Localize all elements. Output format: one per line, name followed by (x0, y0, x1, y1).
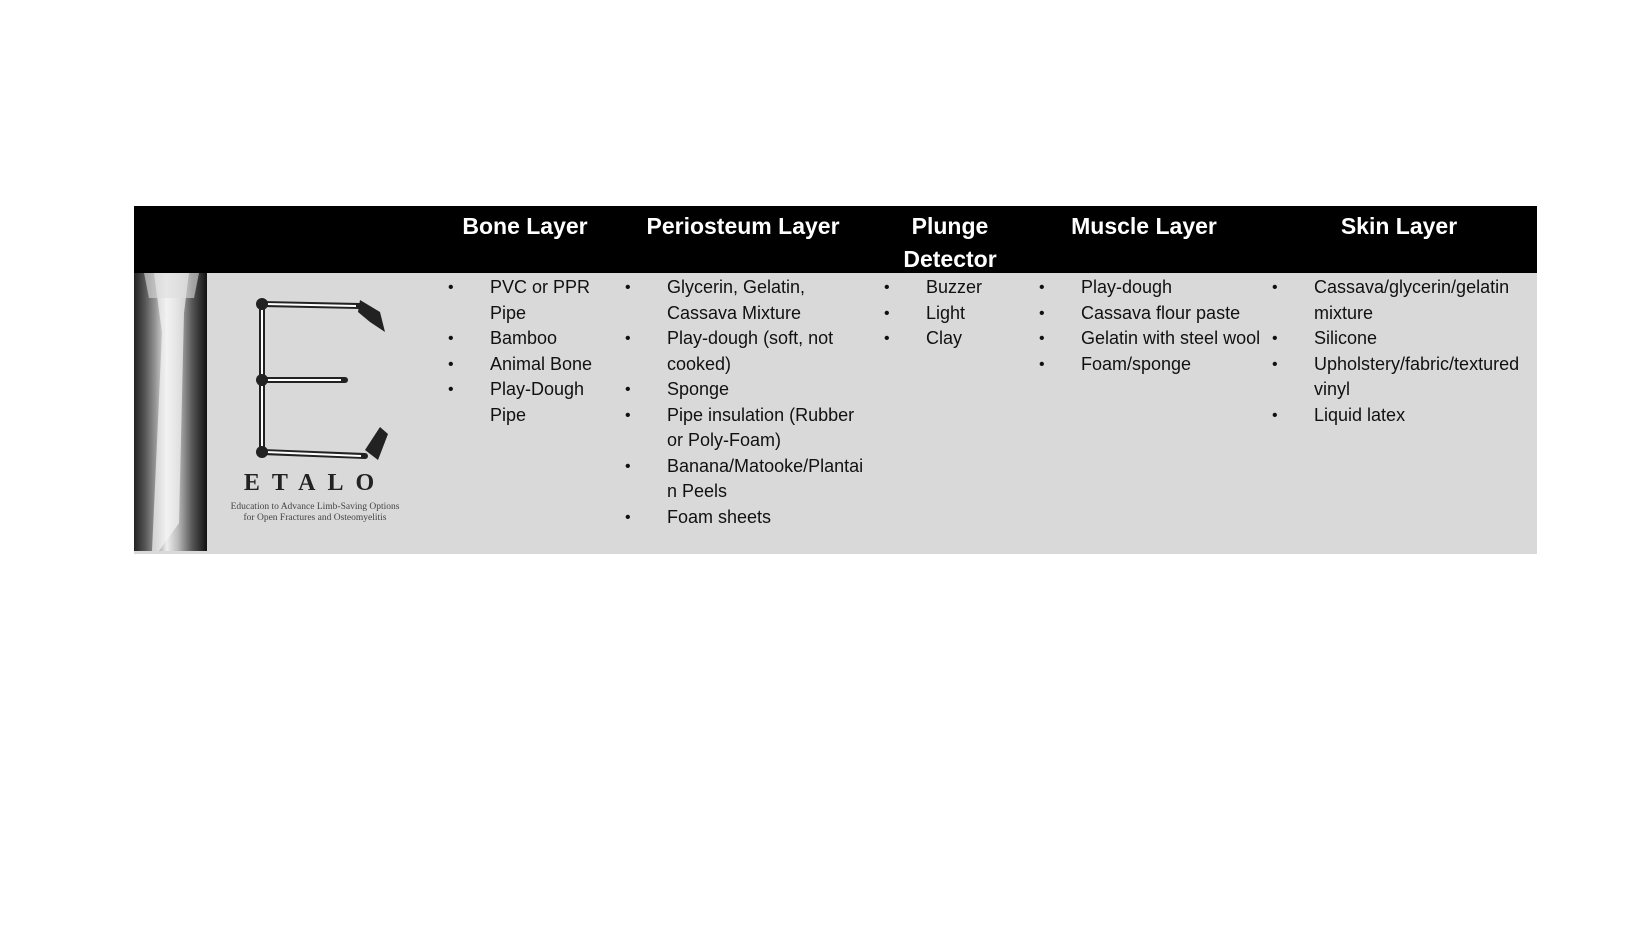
header-muscle: Muscle Layer (1071, 213, 1217, 239)
list-item: • Foam sheets (667, 505, 872, 531)
list-item: • Foam/sponge (1081, 352, 1261, 378)
list-item: • Play-dough (soft, not cooked) (667, 326, 872, 377)
list-item: • Light (926, 301, 1016, 327)
bone-letter-e-icon (230, 292, 400, 467)
list-item: • Clay (926, 326, 1016, 352)
list-item: • Bamboo (490, 326, 605, 352)
logo-wordmark: ETALO (243, 470, 387, 496)
xray-image (134, 273, 207, 551)
list-item: • Upholstery/fabric/textured vinyl (1314, 352, 1532, 403)
header-skin: Skin Layer (1340, 213, 1458, 239)
materials-table (134, 206, 1537, 554)
list-item: • Gelatin with steel wool (1081, 326, 1261, 352)
header-periosteum: Periosteum Layer (646, 213, 840, 239)
logo-subtitle: Education to Advance Limb-Saving Options for Open Fractures and Osteomyelitis (230, 502, 400, 523)
etalo-logo (230, 292, 400, 537)
skin-list (1314, 275, 1532, 428)
muscle-list (1081, 275, 1261, 377)
bone-list (490, 275, 605, 428)
header-bone: Bone Layer (462, 213, 588, 239)
list-item: • Pipe insulation (Rubber or Poly-Foam) (667, 403, 872, 454)
list-item: • Play-Dough Pipe (490, 377, 605, 428)
table-header (134, 206, 1537, 273)
list-item: • Cassava/glycerin/gelatin mixture (1314, 275, 1532, 326)
list-item: • Glycerin, Gelatin, Cassava Mixture (667, 275, 872, 326)
list-item: • Animal Bone (490, 352, 605, 378)
list-item: • Cassava flour paste (1081, 301, 1261, 327)
periosteum-list (667, 275, 872, 530)
plunge-list (926, 275, 1016, 352)
list-item: • Liquid latex (1314, 403, 1532, 429)
list-item: • Silicone (1314, 326, 1532, 352)
list-item: • Play-dough (1081, 275, 1261, 301)
bone-xray-icon (134, 273, 207, 551)
list-item: • Banana/Matooke/Plantain Peels (667, 454, 872, 505)
list-item: • PVC or PPR Pipe (490, 275, 605, 326)
list-item: • Sponge (667, 377, 872, 403)
list-item: • Buzzer (926, 275, 1016, 301)
header-plunge: Plunge Detector (903, 213, 997, 272)
